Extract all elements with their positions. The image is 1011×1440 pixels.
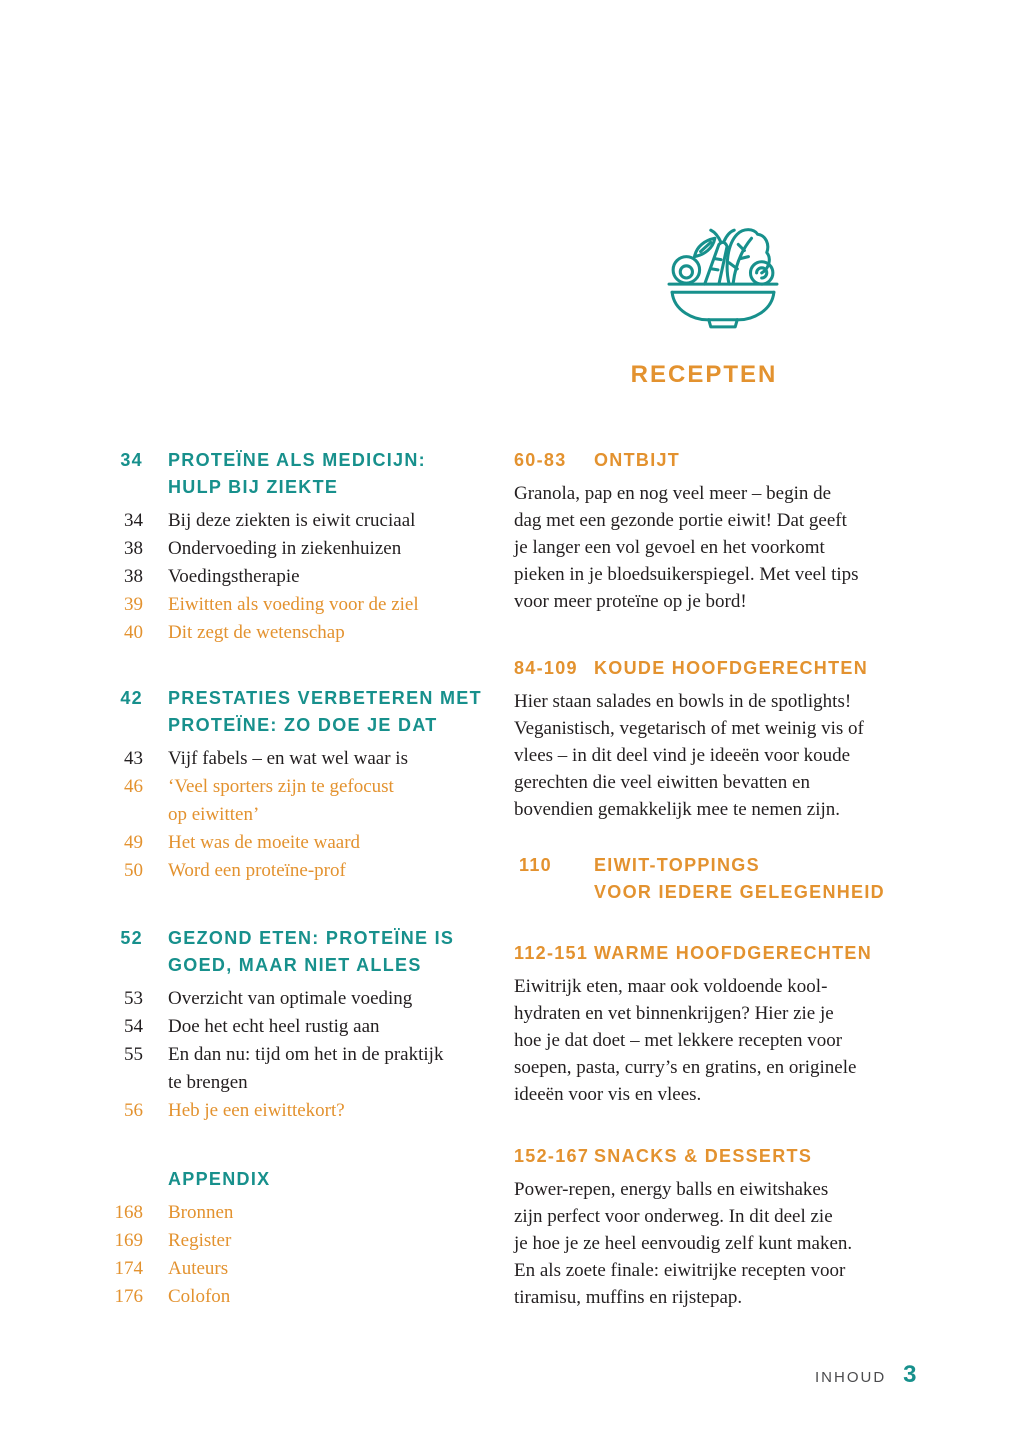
- recipes-heading: RECEPTEN: [630, 361, 778, 388]
- recipe-title: [594, 852, 885, 906]
- entry-title: [168, 1013, 380, 1041]
- toc-entry: [100, 507, 510, 535]
- recipe-title: [594, 1143, 812, 1170]
- recipe-title: [594, 447, 680, 474]
- section-title: [168, 925, 454, 979]
- entry-title-line: En dan nu: tijd om het in de praktijk: [168, 1043, 444, 1065]
- entry-title-line: Bronnen: [168, 1201, 234, 1223]
- section-title-line: GOED, MAAR NIET ALLES: [168, 954, 422, 975]
- recipe-description-line: tiramisu, muffins en rijstepap.: [514, 1287, 743, 1308]
- entry-title-line: Dit zegt de wetenschap: [168, 621, 345, 643]
- recipe-description-line: Hier staan salades en bowls in de spotlights!: [514, 691, 852, 712]
- entry-title-line: Het was de moeite waard: [168, 831, 361, 853]
- recipe-heading: [514, 447, 994, 474]
- footer-page-number: 3: [903, 1361, 917, 1388]
- entry-title: [168, 985, 412, 1013]
- entry-title-line: op eiwitten’: [168, 803, 260, 825]
- entry-title: [168, 1199, 233, 1227]
- toc-entry: [100, 591, 510, 619]
- recipe-page-range: 152-167: [514, 1145, 590, 1166]
- recipe-description-line: vlees – in dit deel vind je ideeën voor koude: [514, 745, 851, 766]
- recipe-description-line: je langer een vol gevoel en het voorkomt: [514, 537, 825, 558]
- entry-title-line: Doe het echt heel rustig aan: [168, 1015, 380, 1037]
- toc-entry: [100, 1013, 510, 1041]
- entry-title-line: Heb je een eiwittekort?: [168, 1099, 345, 1121]
- section-heading: [100, 925, 510, 979]
- toc-section-performance: [100, 685, 510, 885]
- entry-page-number: 46: [124, 775, 143, 797]
- entry-title: [168, 507, 415, 535]
- section-heading: [100, 1166, 510, 1193]
- entry-page-number: 53: [124, 987, 143, 1009]
- recipe-description-line: En als zoete finale: eiwitrijke recepten voor: [514, 1260, 846, 1281]
- recipe-description-line: Veganistisch, vegetarisch of met weinig vis of: [514, 718, 864, 739]
- recipe-description-line: Eiwitrijk eten, maar ook voldoende kool-: [514, 976, 828, 997]
- section-page-number: 52: [120, 927, 143, 948]
- entry-page-number: 49: [124, 831, 143, 853]
- recipe-heading: [514, 940, 994, 967]
- entry-title: [168, 1283, 230, 1311]
- entry-title-line: Register: [168, 1229, 232, 1251]
- recipe-section-cold-mains: [514, 655, 994, 824]
- entry-title-line: Word een proteïne-prof: [168, 859, 346, 881]
- entry-title-line: Vijf fabels – en wat wel waar is: [168, 747, 408, 769]
- entry-page-number: 176: [114, 1285, 143, 1307]
- entry-title: [168, 535, 401, 563]
- toc-entry: [100, 1199, 510, 1227]
- entry-page-number: 39: [124, 593, 143, 615]
- entry-title: [168, 563, 300, 591]
- toc-entry: [100, 1041, 510, 1097]
- entry-title: [168, 773, 394, 829]
- entry-page-number: 34: [124, 509, 143, 531]
- recipe-title-line: WARME HOOFDGERECHTEN: [594, 942, 872, 963]
- entry-title-line: Auteurs: [168, 1257, 229, 1279]
- entry-title-line: Colofon: [168, 1285, 231, 1307]
- running-footer: [815, 1361, 917, 1392]
- toc-entry: [100, 857, 510, 885]
- toc-entry: [100, 829, 510, 857]
- recipe-description-line: hydraten en vet binnenkrijgen? Hier zie je: [514, 1003, 834, 1024]
- entry-title: [168, 1255, 228, 1283]
- entry-page-number: 38: [124, 537, 143, 559]
- recipe-description-line: bovendien gemakkelijk mee te nemen zijn.: [514, 799, 841, 820]
- section-heading: [100, 685, 510, 739]
- entry-page-number: 54: [124, 1015, 143, 1037]
- recipe-page-range: 60-83: [514, 449, 567, 470]
- section-title-line: HULP BIJ ZIEKTE: [168, 476, 339, 497]
- toc-entry-list: [100, 507, 510, 647]
- section-page-number: 34: [120, 449, 143, 470]
- recipe-page-range: 110: [519, 854, 552, 875]
- entry-title-line: Ondervoeding in ziekenhuizen: [168, 537, 402, 559]
- toc-section-medicine: [100, 447, 510, 647]
- entry-title: [168, 1041, 443, 1097]
- recipe-heading: [514, 1143, 994, 1170]
- recipe-description-line: gerechten die veel eiwitten bevatten en: [514, 772, 810, 793]
- recipe-title: [594, 655, 868, 682]
- entry-title-line: Overzicht van optimale voeding: [168, 987, 413, 1009]
- toc-entry: [100, 1097, 510, 1125]
- section-title-line: APPENDIX: [168, 1168, 271, 1189]
- recipe-description: [514, 688, 994, 823]
- entry-title: [168, 619, 345, 647]
- recipe-description-line: ideeën voor vis en vlees.: [514, 1084, 702, 1105]
- recipe-description: [514, 480, 994, 615]
- entry-page-number: 50: [124, 859, 143, 881]
- entry-title: [168, 857, 346, 885]
- toc-entry-list: [100, 745, 510, 885]
- recipe-description-line: pieken in je bloedsuikerspiegel. Met veel tips: [514, 564, 859, 585]
- entry-title-line: ‘Veel sporters zijn te gefocust: [168, 775, 394, 797]
- toc-entry: [100, 773, 510, 829]
- section-title: [168, 447, 426, 501]
- toc-entry: [100, 563, 510, 591]
- recipe-title: [594, 940, 872, 967]
- toc-entry-list: [100, 985, 510, 1125]
- entry-title-line: Eiwitten als voeding voor de ziel: [168, 593, 419, 615]
- toc-entry: [100, 619, 510, 647]
- toc-section-appendix: [100, 1166, 510, 1311]
- recipe-description-line: dag met een gezonde portie eiwit! Dat geeft: [514, 510, 847, 531]
- entry-title-line: Voedingstherapie: [168, 565, 300, 587]
- entry-title-line: te brengen: [168, 1071, 248, 1093]
- footer-section-label: INHOUD: [815, 1369, 887, 1386]
- toc-entry: [100, 1283, 510, 1311]
- entry-title: [168, 1097, 345, 1125]
- recipe-title-line: EIWIT-TOPPINGS: [594, 854, 760, 875]
- section-heading: [100, 447, 510, 501]
- recipe-section-warm-mains: [514, 940, 994, 1109]
- toc-entry: [100, 1255, 510, 1283]
- entry-title-line: Bij deze ziekten is eiwit cruciaal: [168, 509, 416, 531]
- recipe-page-range: 84-109: [514, 657, 578, 678]
- salad-bowl-icon: [666, 226, 780, 330]
- entry-page-number: 169: [114, 1229, 143, 1251]
- recipe-description-line: je hoe je ze heel eenvoudig zelf kunt maken.: [514, 1233, 853, 1254]
- recipe-section-breakfast: [514, 447, 994, 616]
- entry-page-number: 43: [124, 747, 143, 769]
- toc-section-healthy-eating: [100, 925, 510, 1125]
- section-title: [168, 1166, 270, 1193]
- recipe-description-line: zijn perfect voor onderweg. In dit deel zie: [514, 1206, 833, 1227]
- entry-page-number: 168: [114, 1201, 143, 1223]
- recipe-title-line: ONTBIJT: [594, 449, 681, 470]
- recipe-section-snacks-desserts: [514, 1143, 994, 1312]
- entry-page-number: 174: [114, 1257, 143, 1279]
- toc-entry: [100, 535, 510, 563]
- section-title-line: GEZOND ETEN: PROTEÏNE IS: [168, 927, 455, 948]
- recipe-description: [514, 973, 994, 1108]
- recipe-description-line: hoe je dat doet – met lekkere recepten voor: [514, 1030, 843, 1051]
- section-page-number: 42: [120, 687, 143, 708]
- recipe-description-line: soepen, pasta, curry’s en gratins, en originele: [514, 1057, 857, 1078]
- recipe-description-line: Granola, pap en nog veel meer – begin de: [514, 483, 832, 504]
- toc-entry-list: [100, 1199, 510, 1311]
- toc-entry: [100, 985, 510, 1013]
- section-title: [168, 685, 482, 739]
- recipe-description: [514, 1176, 994, 1311]
- entry-page-number: 55: [124, 1043, 143, 1065]
- recipe-description-line: voor meer proteïne op je bord!: [514, 591, 747, 612]
- section-title-line: PROTEÏNE: ZO DOE JE DAT: [168, 714, 438, 735]
- recipe-description-line: Power-repen, energy balls en eiwitshakes: [514, 1179, 829, 1200]
- toc-entry: [100, 745, 510, 773]
- toc-entry: [100, 1227, 510, 1255]
- recipe-title-line: SNACKS & DESSERTS: [594, 1145, 813, 1166]
- entry-page-number: 40: [124, 621, 143, 643]
- section-title-line: PROTEÏNE ALS MEDICIJN:: [168, 449, 426, 470]
- entry-title: [168, 829, 360, 857]
- entry-title: [168, 591, 419, 619]
- recipe-heading: [514, 852, 994, 906]
- recipe-page-range: 112-151: [514, 942, 589, 963]
- recipe-title-line: KOUDE HOOFDGERECHTEN: [594, 657, 869, 678]
- recipe-heading: [514, 655, 994, 682]
- recipe-section-toppings: [514, 852, 994, 906]
- entry-title: [168, 1227, 231, 1255]
- entry-title: [168, 745, 408, 773]
- entry-page-number: 56: [124, 1099, 143, 1121]
- section-title-line: PRESTATIES VERBETEREN MET: [168, 687, 482, 708]
- recipe-title-line: VOOR IEDERE GELEGENHEID: [594, 881, 885, 902]
- entry-page-number: 38: [124, 565, 143, 587]
